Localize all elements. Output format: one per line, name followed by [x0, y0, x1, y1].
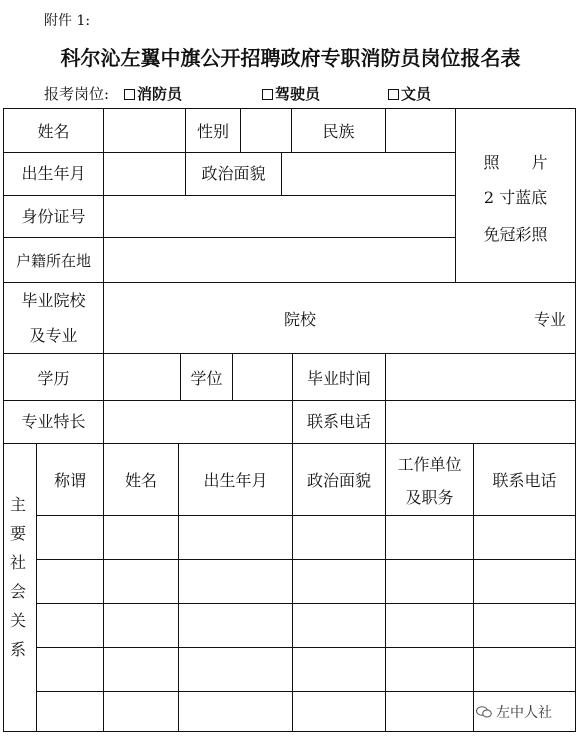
birth-label: 出生年月 — [21, 164, 86, 183]
specialty-field[interactable] — [104, 405, 292, 439]
relation-header-name: 姓名 — [124, 471, 157, 490]
watermark-text: 左中人社 — [496, 705, 552, 721]
degree-field[interactable] — [233, 360, 292, 394]
grad-time-field[interactable] — [386, 360, 575, 394]
relation-header-birth: 出生年月 — [203, 471, 268, 490]
option-firefighter[interactable]: 消防员 — [124, 83, 182, 104]
watermark — [476, 702, 552, 722]
photo-text-2: 2 寸蓝底 — [483, 188, 548, 207]
photo-text-1: 照 片 — [483, 153, 548, 172]
wechat-icon — [476, 706, 492, 718]
grad-time-label: 毕业时间 — [306, 369, 371, 388]
option-clerk[interactable]: 文员 — [388, 83, 431, 104]
photo-text-3: 免冠彩照 — [483, 225, 548, 244]
relation-header-political: 政治面貌 — [306, 471, 371, 490]
attachment-label: 附件 1: — [44, 13, 91, 29]
position-label: 报考岗位: — [44, 85, 110, 103]
education-label: 学历 — [37, 369, 70, 388]
id-number-label: 身份证号 — [21, 207, 86, 226]
name-field[interactable] — [104, 118, 185, 148]
id-number-field[interactable] — [104, 200, 455, 232]
relations-side-label: 主要社会关系 — [9, 495, 26, 659]
gender-field[interactable] — [241, 118, 291, 148]
name-label: 姓名 — [37, 122, 70, 141]
education-field[interactable] — [104, 360, 180, 394]
school-label-1: 毕业院校 — [21, 291, 86, 310]
form-title: 科尔沁左翼中旗公开招聘政府专职消防员岗位报名表 — [60, 46, 521, 70]
option-driver[interactable]: 驾驶员 — [262, 83, 320, 104]
school-label-2: 及专业 — [29, 326, 78, 345]
gender-label: 性别 — [196, 122, 229, 141]
relation-header-position: 及职务 — [405, 488, 454, 507]
school-text: 院校 — [283, 310, 316, 329]
phone-field[interactable] — [386, 405, 575, 439]
birth-field[interactable] — [104, 158, 185, 190]
ethnicity-field[interactable] — [386, 118, 455, 148]
relation-header-phone: 联系电话 — [492, 471, 557, 490]
political-field[interactable] — [282, 158, 455, 190]
political-label: 政治面貌 — [201, 164, 266, 183]
ethnicity-label: 民族 — [322, 122, 355, 141]
major-text: 专业 — [533, 310, 566, 329]
specialty-label: 专业特长 — [21, 412, 86, 431]
phone-label: 联系电话 — [306, 412, 371, 431]
degree-label: 学位 — [190, 369, 223, 388]
relation-header-work-unit: 工作单位 — [397, 455, 462, 474]
hukou-label: 户籍所在地 — [15, 252, 91, 270]
hukou-field[interactable] — [104, 243, 455, 277]
relation-header-title: 称谓 — [53, 471, 86, 490]
